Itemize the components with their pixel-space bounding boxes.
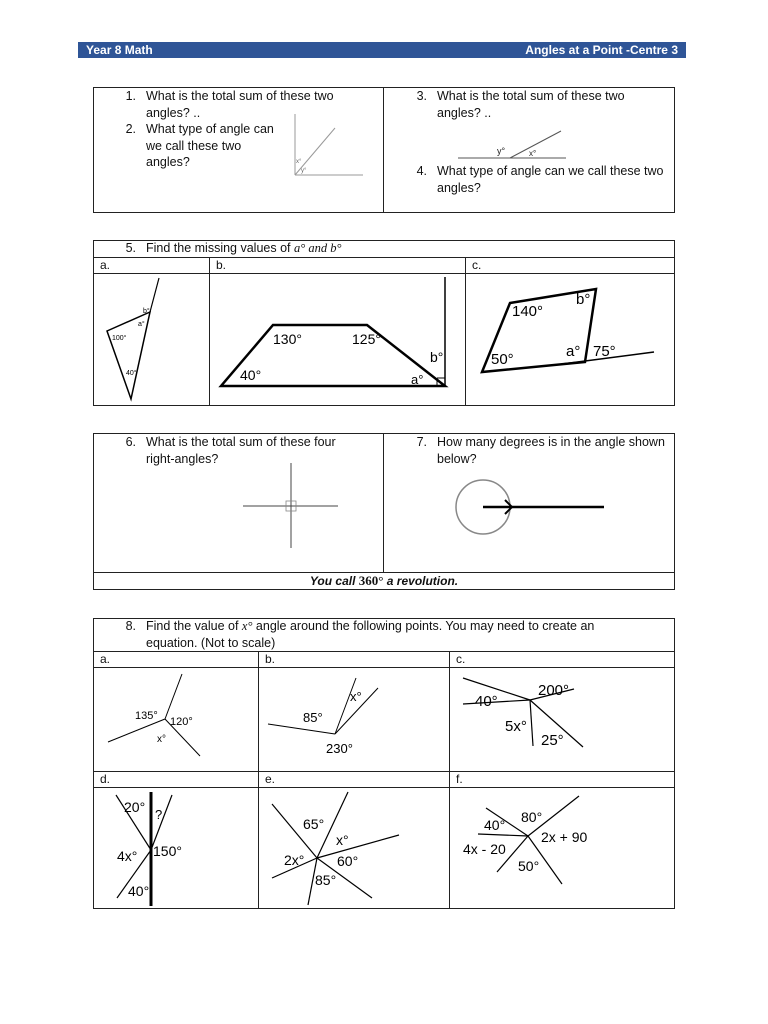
question-8: 8. Find the value of x° angle around the following points. You may need to create an equation. (Not to scale) — [125, 619, 595, 650]
label-8e: e. — [265, 772, 276, 786]
figure-8a — [100, 668, 255, 770]
label-8f: f. — [456, 772, 463, 786]
figure-8d — [100, 788, 255, 908]
svg-text:140°: 140° — [512, 303, 544, 320]
svg-text:85°: 85° — [315, 872, 337, 888]
svg-text:80°: 80° — [521, 809, 543, 825]
question-4: 4. What type of angle can we call these two angles? — [416, 164, 664, 195]
svg-text:2x + 90: 2x + 90 — [541, 829, 588, 845]
figure-5b-quadrilateral — [215, 275, 460, 405]
svg-text:4x - 20: 4x - 20 — [463, 841, 506, 857]
svg-text:40°: 40° — [128, 883, 150, 899]
question-6: 6. What is the total sum of these four right-angles? — [125, 435, 336, 466]
svg-text:50°: 50° — [518, 858, 540, 874]
svg-text:125°: 125° — [352, 331, 381, 347]
svg-text:130°: 130° — [273, 331, 302, 347]
svg-text:20°: 20° — [124, 799, 146, 815]
svg-text:b°: b° — [576, 291, 591, 308]
fig3-y-label: y° — [497, 146, 506, 156]
svg-text:b°: b° — [430, 349, 444, 365]
revolution-caption: You call 360° a revolution. — [309, 573, 459, 588]
svg-text:2x°: 2x° — [284, 852, 305, 868]
header-topic: Angles at a Point -Centre 3 — [525, 43, 678, 57]
svg-text:50°: 50° — [491, 351, 514, 368]
header-bar — [78, 42, 686, 58]
fig3-x-label: x° — [529, 149, 537, 158]
label-8d: d. — [100, 772, 111, 786]
figure-four-right-angles — [240, 462, 340, 552]
svg-text:?: ? — [155, 807, 163, 822]
fig1-y-label: y° — [301, 168, 307, 174]
svg-text:a°: a° — [566, 343, 581, 360]
svg-text:100°: 100° — [112, 335, 127, 342]
label-5b: b. — [216, 258, 227, 272]
svg-text:85°: 85° — [303, 710, 323, 725]
svg-text:135°: 135° — [135, 710, 158, 722]
svg-text:b°: b° — [143, 308, 150, 315]
svg-text:120°: 120° — [170, 716, 193, 728]
svg-text:x°: x° — [336, 832, 349, 848]
svg-text:200°: 200° — [538, 682, 570, 699]
figure-8e — [262, 788, 447, 908]
label-8a: a. — [100, 652, 111, 666]
svg-text:60°: 60° — [337, 853, 359, 869]
figure-8f — [455, 788, 670, 908]
figure-right-angle-split — [285, 110, 370, 185]
question-5: 5. Find the missing values of a° and b° — [125, 241, 342, 255]
svg-text:65°: 65° — [303, 816, 325, 832]
question-2: 2. What type of angle can we call these two angles? — [125, 122, 274, 169]
svg-text:40°: 40° — [484, 817, 506, 833]
svg-text:75°: 75° — [593, 343, 616, 360]
question-7: 7. How many degrees is in the angle shown below? — [416, 435, 665, 466]
figure-5a-triangle — [100, 275, 200, 405]
figure-8c — [455, 668, 670, 770]
svg-text:x°: x° — [350, 689, 362, 704]
figure-revolution — [452, 476, 612, 541]
header-subject: Year 8 Math — [86, 43, 153, 57]
svg-text:40°: 40° — [240, 367, 262, 383]
svg-text:25°: 25° — [541, 732, 564, 749]
svg-text:150°: 150° — [153, 843, 182, 859]
figure-8b — [262, 668, 447, 770]
svg-text:4x°: 4x° — [117, 848, 138, 864]
svg-text:x°: x° — [157, 734, 166, 745]
svg-text:a°: a° — [411, 372, 424, 387]
figure-5c-quadrilateral — [472, 275, 672, 405]
svg-text:40°: 40° — [126, 370, 137, 377]
label-8c: c. — [456, 652, 466, 666]
label-8b: b. — [265, 652, 276, 666]
figure-straight-line-split — [455, 128, 570, 163]
svg-text:5x°: 5x° — [505, 718, 527, 735]
label-5a: a. — [100, 258, 111, 272]
question-1: 1. What is the total sum of these two angles? .. — [125, 89, 334, 120]
svg-text:a°: a° — [138, 321, 145, 328]
svg-text:230°: 230° — [326, 741, 353, 756]
question-3: 3. What is the total sum of these two angles? .. — [416, 89, 625, 120]
label-5c: c. — [472, 258, 482, 272]
svg-text:40°: 40° — [475, 693, 498, 710]
fig1-x-label: x° — [296, 159, 302, 165]
